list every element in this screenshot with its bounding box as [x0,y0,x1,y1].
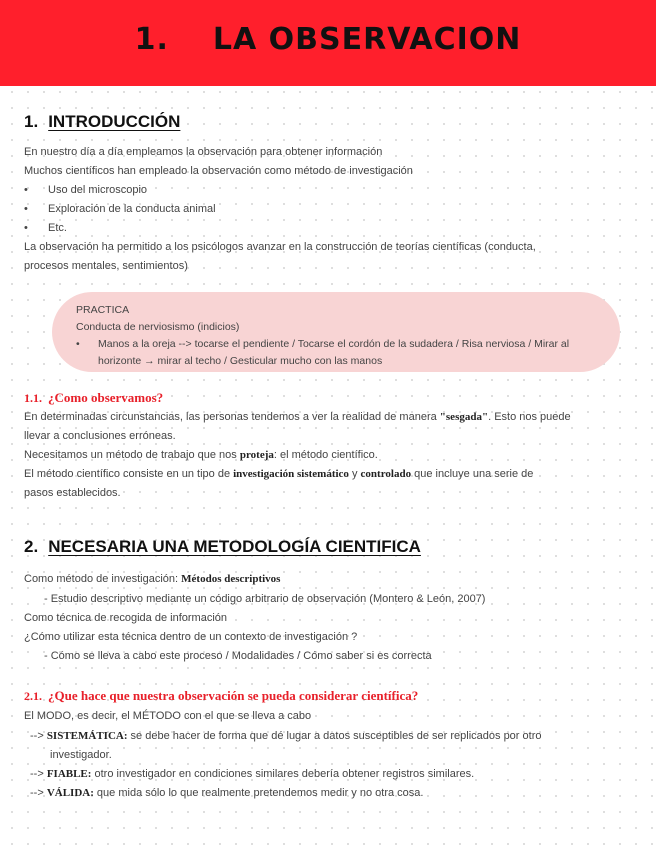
list-item: • Etc. [24,222,67,234]
paragraph-line: investigador. [50,749,112,761]
title-banner [0,0,656,86]
practice-subtitle: Conducta de nerviosismo (indicios) [76,321,240,333]
subsection-heading-como-observamos: 1.1. ¿Como observamos? [24,390,164,405]
requirement-fiable: --> FIABLE: otro investigador en condiciones similares debería obtener registros similares. [30,768,475,780]
practice-bullet-cont: horizonte → mirar al techo / Gesticular mucho con las manos [98,355,383,367]
paragraph-line: En nuestro día a día empleamos la observación para obtener información [24,146,383,158]
practice-bullet: • Manos a la oreja --> tocarse el pendiente / Tocarse el cordón de la sudadera / Risa nerviosa / Mirar al [76,338,570,350]
section-heading-introduccion: 1. INTRODUCCIÓN [24,112,181,131]
list-item: • Exploración de la conducta animal [24,203,216,215]
paragraph-line: ¿Cómo utilizar esta técnica dentro de un contexto de investigación ? [24,631,358,643]
section-heading-metodologia: 2. NECESARIA UNA METODOLOGÍA CIENTIFICA [24,537,421,556]
paragraph-line: En determinadas circunstancias, las personas tendemos a ver la realidad de manera "sesgada". Esto nos puede [24,411,571,423]
subsection-heading-cientifica: 2.1. ¿Que hace que nuestra observación se pueda considerar científica? [24,688,419,703]
paragraph-line: procesos mentales, sentimientos) [24,260,188,272]
practice-label: PRACTICA [76,304,130,316]
paragraph-line: La observación ha permitido a los psicólogos avanzar en la construcción de teorías científicas (conducta, [24,241,536,253]
paragraph-line: Necesitamos un método de trabajo que nos proteja: el método científico. [24,449,378,461]
paragraph-line: - Estudio descriptivo mediante un código arbitrario de observación (Montero & León, 2007) [44,593,486,605]
requirement-valida: --> VÁLIDA: que mida sólo lo que realmente pretendemos medir y no otra cosa. [30,787,424,799]
paragraph-line: Como técnica de recogida de información [24,612,228,624]
practice-callout [52,292,620,372]
paragraph-line: El método científico consiste en un tipo de investigación sistemático y controlado que incluye una serie de [24,468,534,480]
paragraph-line: Muchos científicos han empleado la observación como método de investigación [24,165,413,177]
paragraph-line: - Cómo se lleva a cabo este proceso / Modalidades / Cómo saber si es correcta [44,650,432,662]
requirement-sistematica: --> SISTEMÁTICA: se debe hacer de forma que dé lugar a datos susceptibles de ser replicados por otro [30,730,542,742]
paragraph-line: llevar a conclusiones erróneas. [24,430,176,442]
paragraph-line: pasos establecidos. [24,487,121,499]
paragraph-line: Como método de investigación: Métodos descriptivos [24,573,281,585]
page-title: 1. LA OBSERVACION [134,22,522,57]
paragraph-line: El MODO, es decir, el MÉTODO con el que se lleva a cabo [24,710,312,722]
list-item: • Uso del microscopio [24,184,148,196]
